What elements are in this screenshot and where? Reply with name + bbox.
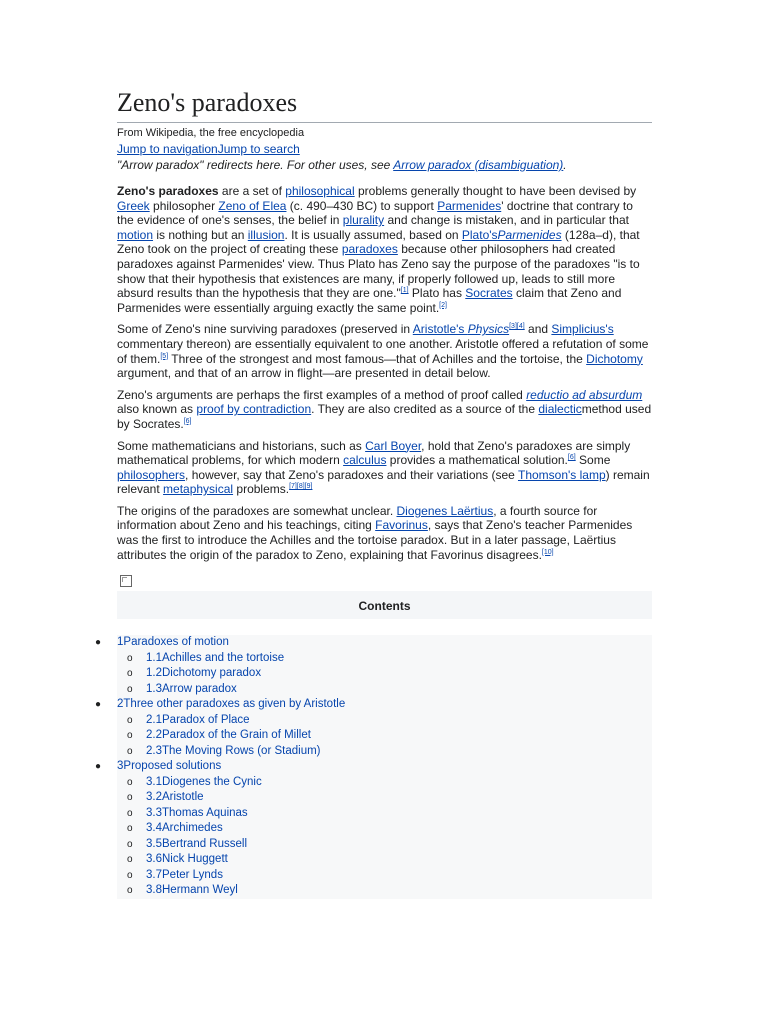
toc-text: Dichotomy paradox [162, 667, 262, 680]
circle-bullet-icon: o [127, 776, 133, 788]
toc-number: 1.1 [146, 651, 162, 664]
toc-text: Paradox of the Grain of Millet [162, 729, 311, 742]
hatnote [117, 158, 652, 172]
toc-number: 3.8 [146, 884, 162, 897]
link-philosophers[interactable]: philosophers [117, 467, 186, 482]
toc-text: Nick Huggett [162, 853, 228, 866]
intro-paragraph: Zeno's paradoxes are a set of philosophical problems generally thought to have been devised by Greek philosopher Zeno of Elea (c. 490–430 BC) to support Parmenides' doctrine that contrary to the evidence of one's senses, the belief in plurality and change is mistaken, and in particular that motion is nothing but an illusion. It is usually assumed, based on Plato'sParmenides (128a–d), that Zeno took on the project of creating these paradoxes because other philosophers had created paradoxes against Parmenides' view. Thus Plato has Zeno say the purpose of the paradoxes "is to show that their hypothesis that existences are many, if properly followed up, leads to still more absurd results than the hypothesis that they are one."[1] Plato has Socrates claim that Zeno and Parmenides were essentially arguing exactly the same point.[2] [117, 184, 640, 315]
citation-7-8-9[interactable]: [7][8][9] [289, 483, 313, 491]
jump-to-navigation-link[interactable]: Jump to navigation [117, 142, 218, 156]
toc-number: 1.3 [146, 682, 162, 695]
citation-6b[interactable]: [6] [567, 454, 576, 462]
toc-number: 3.3 [146, 806, 162, 819]
toc-number: 2.1 [146, 713, 162, 726]
link-greek[interactable]: Greek [117, 198, 150, 213]
tagline: From Wikipedia, the free encyclopedia [117, 127, 305, 139]
toc-text: Paradox of Place [162, 713, 250, 726]
toc-header [117, 591, 652, 619]
toc-item[interactable] [117, 666, 652, 682]
hatnote-text: "Arrow paradox" redirects here. For other uses, see [117, 158, 394, 172]
link-platos-parmenides[interactable]: Plato'sParmenides [461, 227, 562, 242]
circle-bullet-icon: o [127, 838, 133, 850]
bullet-icon: ● [95, 637, 102, 649]
toc-number: 3.1 [146, 775, 162, 788]
toc-item[interactable] [117, 883, 652, 899]
link-aristotles-physics[interactable]: Aristotle's Physics [412, 322, 510, 337]
broken-image-icon [120, 575, 132, 587]
toc-text: Thomas Aquinas [162, 806, 248, 819]
paragraph-5: The origins of the paradoxes are somewhat unclear. Diogenes Laërtius, a fourth source for information about Zeno and his teachings, citing Favorinus, says that Zeno's teacher Parmenides was the first to introduce the Achilles and the tortoise paradox. But in a later passage, Laërtius attributes the origin of the paradox to Zeno, explaining that Favorinus disagrees.[10] [117, 503, 633, 562]
toc-number: 2.3 [146, 744, 162, 757]
link-favorinus[interactable]: Favorinus [375, 518, 428, 533]
toc-item[interactable] [117, 651, 652, 667]
article [95, 88, 652, 915]
link-calculus[interactable]: calculus [343, 453, 387, 468]
circle-bullet-icon: o [127, 792, 133, 804]
toc-item[interactable] [117, 837, 652, 853]
link-metaphysical[interactable]: metaphysical [163, 482, 234, 497]
toc-text: Hermann Weyl [162, 884, 238, 897]
circle-bullet-icon: o [127, 668, 133, 680]
circle-bullet-icon: o [127, 854, 133, 866]
link-dialectic[interactable]: dialectic [538, 402, 582, 417]
toc-item[interactable] [117, 728, 652, 744]
toc-item[interactable] [117, 775, 652, 791]
toc-text: Proposed solutions [123, 760, 222, 773]
toc-number: 1 [117, 636, 124, 649]
link-dichotomy[interactable]: Dichotomy [586, 351, 643, 366]
toc-text: Bertrand Russell [162, 837, 248, 850]
jump-links [117, 140, 652, 158]
toc-item[interactable] [117, 868, 652, 884]
citation-5[interactable]: [5] [160, 352, 169, 360]
bullet-icon: ● [95, 699, 102, 711]
toc-item[interactable] [117, 852, 652, 868]
circle-bullet-icon: o [127, 730, 133, 742]
toc-number: 3 [117, 760, 124, 773]
toc-item[interactable] [117, 806, 652, 822]
link-plurality[interactable]: plurality [342, 213, 385, 228]
arrow-paradox-disambiguation-link[interactable]: Arrow paradox (disambiguation) [393, 158, 564, 172]
link-zeno-of-elea[interactable]: Zeno of Elea [218, 198, 287, 213]
circle-bullet-icon: o [127, 745, 133, 757]
toc-text: Paradoxes of motion [123, 636, 229, 649]
circle-bullet-icon: o [127, 823, 133, 835]
link-proof-by-contradiction[interactable]: proof by contradiction [196, 402, 312, 417]
bold-term: Zeno's paradoxes [117, 184, 219, 198]
circle-bullet-icon: o [127, 885, 133, 897]
link-thomsons-lamp[interactable]: Thomson's lamp [517, 467, 606, 482]
table-of-contents [95, 635, 652, 899]
toc-text: Aristotle [162, 791, 204, 804]
toc-title: Contents [358, 599, 411, 614]
link-diogenes-laertius[interactable]: Diogenes Laërtius [396, 503, 494, 518]
toc-number: 3.7 [146, 868, 162, 881]
link-illusion[interactable]: illusion [247, 227, 285, 242]
toc-text: Diogenes the Cynic [162, 775, 262, 788]
toc-number: 2.2 [146, 729, 162, 742]
toc-item[interactable] [95, 635, 652, 651]
jump-to-search-link[interactable]: Jump to search [217, 142, 300, 156]
toc-item[interactable] [95, 759, 652, 775]
toc-text: Achilles and the tortoise [162, 651, 285, 664]
paragraph-2: Some of Zeno's nine surviving paradoxes (preserved in Aristotle's Physics[3][4] and Simplicius's commentary thereon) are essentially equivalent to one another. Aristotle offered a refutation of some of them.[5] Three of the strongest and most famous—that of Achilles and the tortoise, the Dichotomy argument, and that of an arrow in flight—are presented in detail below. [117, 322, 649, 381]
citation-6[interactable]: [6] [183, 417, 192, 425]
citation-3-4[interactable]: [3][4] [509, 323, 525, 331]
link-paradoxes[interactable]: paradoxes [341, 242, 398, 257]
hatnote-end: . [563, 158, 567, 172]
toc-item[interactable] [117, 790, 652, 806]
link-carl-boyer[interactable]: Carl Boyer [365, 438, 422, 453]
toc-number: 3.4 [146, 822, 162, 835]
citation-2[interactable]: [2] [439, 301, 447, 309]
toc-number: 1.2 [146, 667, 162, 680]
toc-text: Archimedes [162, 822, 223, 835]
circle-bullet-icon: o [127, 807, 133, 819]
paragraph-4: Some mathematicians and historians, such as Carl Boyer, hold that Zeno's paradoxes are simply mathematical problems, for which modern calculus provides a mathematical solution.[6] Some philosophers, however, say that Zeno's paradoxes and their variations (see Thomson's lamp) remain relevant metaphysical problems.[7][8][9] [117, 438, 650, 497]
link-motion[interactable]: motion [117, 227, 154, 242]
toc-number: 3.5 [146, 837, 162, 850]
circle-bullet-icon: o [127, 683, 133, 695]
toc-number: 3.6 [146, 853, 162, 866]
toc-item[interactable] [117, 821, 652, 837]
link-socrates[interactable]: Socrates [465, 286, 513, 301]
citation-1[interactable]: [1] [400, 287, 409, 295]
toc-text: Three other paradoxes as given by Aristotle [123, 698, 346, 711]
circle-bullet-icon: o [127, 652, 133, 664]
toc-number: 2 [117, 698, 124, 711]
link-simplicius[interactable]: Simplicius's [551, 322, 614, 337]
toc-text: The Moving Rows (or Stadium) [162, 744, 321, 757]
toc-item[interactable] [117, 713, 652, 729]
citation-10[interactable]: [10] [541, 548, 554, 556]
paragraph-3: Zeno's arguments are perhaps the first examples of a method of proof called reductio ad absurdum also known as proof by contradiction. They are also credited as a source of the dialecticmethod used by Socrates.[6] [117, 387, 652, 431]
toc-text: Arrow paradox [162, 682, 237, 695]
toc-item[interactable] [117, 744, 652, 760]
link-parmenides[interactable]: Parmenides [437, 198, 502, 213]
bullet-icon: ● [95, 761, 102, 773]
toc-item[interactable] [95, 697, 652, 713]
link-reductio-ad-absurdum[interactable]: reductio ad absurdum [526, 387, 643, 402]
image-placeholder [117, 569, 652, 591]
toc-text: Peter Lynds [162, 868, 223, 881]
circle-bullet-icon: o [127, 714, 133, 726]
link-philosophical[interactable]: philosophical [285, 184, 355, 198]
toc-item[interactable] [117, 682, 652, 698]
page-title: Zeno's paradoxes [117, 88, 652, 123]
toc-number: 3.2 [146, 791, 162, 804]
circle-bullet-icon: o [127, 869, 133, 881]
